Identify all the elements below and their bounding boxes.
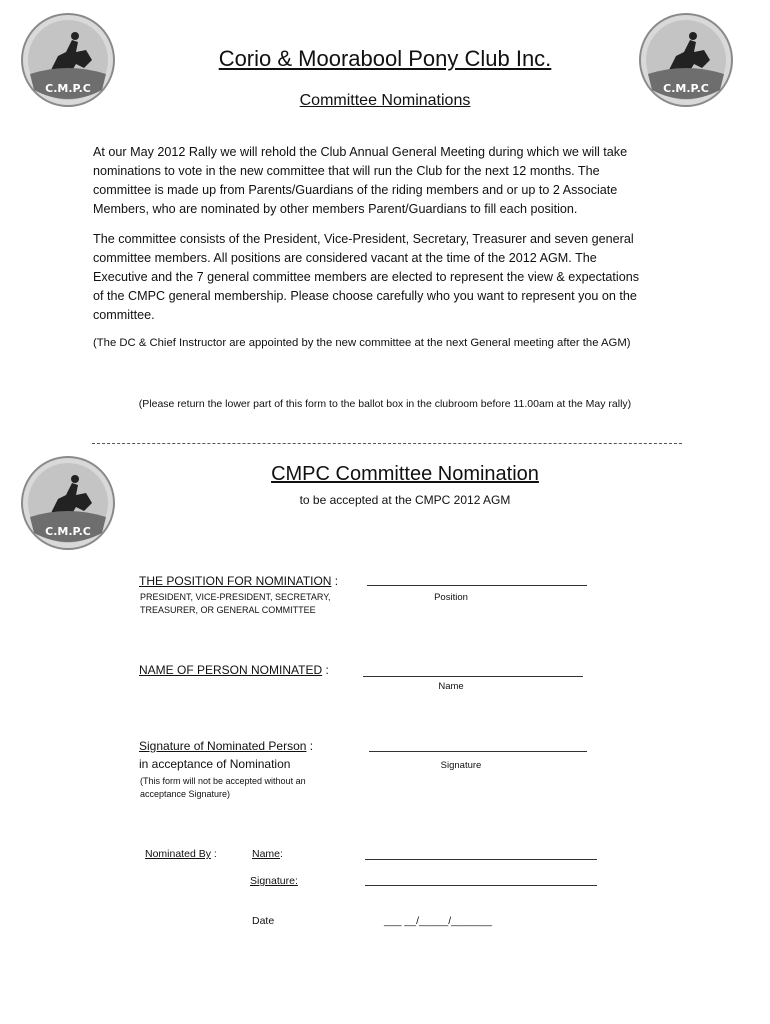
name-label-row [139,663,329,677]
intro-paragraph-1 [93,143,673,219]
position-label-row [139,574,338,588]
name-caption: Name [438,681,464,692]
form-title: CMPC Committee Nomination [271,463,539,485]
paragraph-line: committee is made up from Parents/Guardians of the riding members and or up to 2 Associate [93,183,618,197]
nominated-by-row [145,848,217,860]
document-title: Corio & Moorabool Pony Club Inc. [218,46,552,71]
position-label: THE POSITION FOR NOMINATION [139,574,332,588]
signature-note-line-2: acceptance Signature) [140,789,231,799]
logo-text: C.M.P.C [45,525,91,538]
cut-line-divider [92,443,682,444]
signature-acceptance-text: in acceptance of Nomination [139,757,291,771]
signature-caption: Signature [440,760,482,771]
position-options [140,591,331,617]
position-caption: Position [434,592,468,603]
name-input-line[interactable] [363,676,583,677]
nominator-name-colon: : [280,848,283,860]
logo-text: C.M.P.C [663,82,709,95]
position-colon: : [331,574,339,588]
signature-label: Signature of Nominated Person [139,739,307,753]
paragraph-line: The committee consists of the President, Vice-President, Secretary, Treasurer and seven general [93,232,634,246]
paragraph-line: committee. [93,308,155,322]
appointment-note: (The DC & Chief Instructor are appointed by the new committee at the next General meeting after the AGM) [93,337,631,349]
nominator-name-input-line[interactable] [365,859,597,860]
nominator-name-row [252,848,283,860]
nominated-by-colon: : [210,848,217,860]
paragraph-line: nominations to vote in the new committee that will run the Club for the next 12 months. The [93,164,600,178]
paragraph-line: Members, who are nominated by other members Parent/Guardians to fill each position. [93,202,578,216]
nominator-signature-input-line[interactable] [365,885,597,886]
paragraph-line: Executive and the 7 general committee members are elected to represent the view & expectations [93,270,640,284]
name-colon: : [322,663,329,677]
document-subtitle: Committee Nominations [299,92,471,109]
paragraph-line: of the CMPC general membership. Please choose carefully who you want to represent you on the [93,289,637,303]
signature-note-line-1: (This form will not be accepted without an [140,776,306,786]
position-options-line-1: PRESIDENT, VICE-PRESIDENT, SECRETARY, [140,592,331,602]
signature-label-row [139,739,313,753]
date-label: Date [252,915,275,927]
signature-note [140,775,306,801]
form-subtitle: to be accepted at the CMPC 2012 AGM [299,493,511,507]
paragraph-line: committee members. All positions are considered vacant at the time of the 2012 AGM. The [93,251,597,265]
intro-paragraph-2 [93,230,673,325]
signature-input-line[interactable] [369,751,587,752]
nominated-by-label: Nominated By [145,848,211,860]
paragraph-line: At our May 2012 Rally we will rehold the Club Annual General Meeting during which we will take [93,145,628,159]
nominator-name-label: Name [252,848,281,860]
name-label: NAME OF PERSON NOMINATED [139,663,323,677]
position-input-line[interactable] [367,585,587,586]
return-instructions: (Please return the lower part of this form to the ballot box in the clubroom before 11.00am at the May rally) [138,398,632,410]
nominator-signature-label: Signature: [250,875,298,887]
logo-text: C.M.P.C [45,82,91,95]
position-options-line-2: TREASURER, OR GENERAL COMMITTEE [140,605,316,615]
signature-colon: : [306,739,314,753]
date-input[interactable]: ___ __/_____/_______ [384,915,493,927]
